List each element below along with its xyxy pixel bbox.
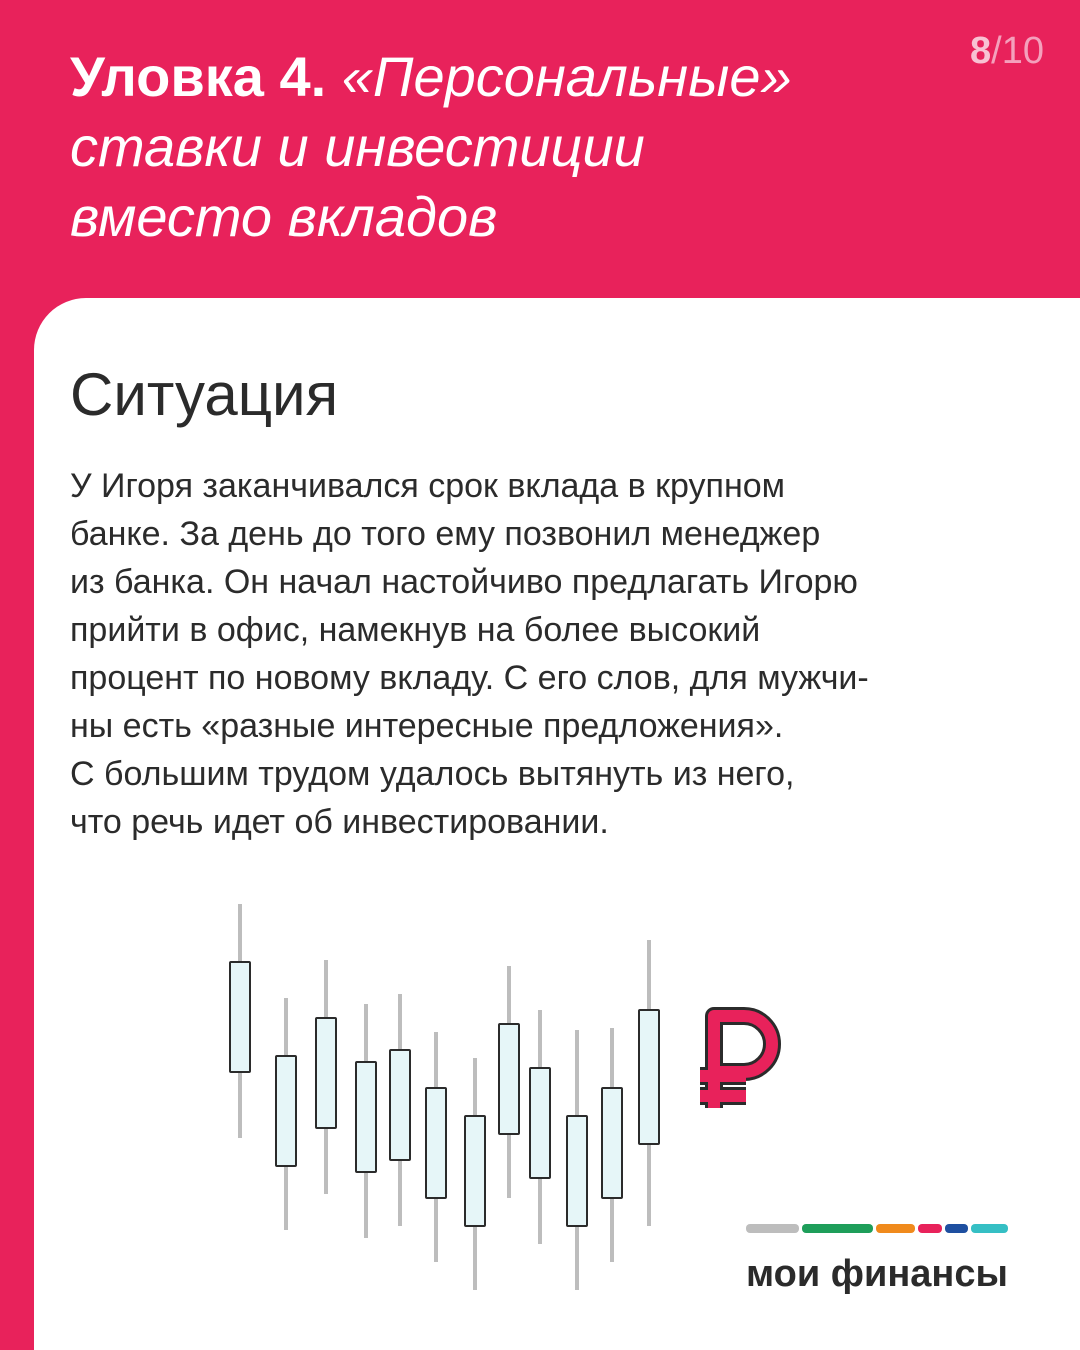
title-italic-1: «Персональные» (341, 45, 792, 108)
candle-body (639, 1010, 659, 1144)
page-total: /10 (991, 30, 1044, 72)
body-line: процент по новому вкладу. С его слов, для мужчи- (70, 659, 869, 697)
brand-logo (746, 1224, 1008, 1296)
candle-body (602, 1088, 622, 1198)
ruble-icon (700, 1016, 772, 1108)
logo-color-segment (746, 1224, 799, 1233)
body-line: из банка. Он начал настойчиво предлагать Игорю (70, 563, 858, 601)
candle-body (276, 1056, 296, 1166)
logo-color-segment (802, 1224, 874, 1233)
header (0, 0, 1080, 310)
candlestick-illustration (34, 298, 1080, 1350)
candle-body (316, 1018, 336, 1128)
logo-color-segment (971, 1224, 1008, 1233)
page-counter (970, 30, 1044, 73)
logo-name: мои финансы (746, 1253, 1008, 1295)
candle-body (356, 1062, 376, 1172)
body-line: банке. За день до того ему позвонил менеджер (70, 515, 821, 553)
logo-color-segment (876, 1224, 915, 1233)
logo-color-segment (918, 1224, 941, 1233)
body-line: что речь идет об инвестировании. (70, 803, 609, 841)
candle-body (499, 1024, 519, 1134)
body-line: ны есть «разные интересные предложения». (70, 707, 784, 745)
candle-body (390, 1050, 410, 1160)
candle-body (530, 1068, 550, 1178)
body-line: С большим трудом удалось вытянуть из него, (70, 755, 795, 793)
candle-body (465, 1116, 485, 1226)
title-bold: Уловка 4. (70, 45, 327, 108)
title-italic-2: ставки и инвестиции (70, 115, 645, 178)
section-title: Ситуация (70, 361, 339, 428)
title-italic-3: вместо вкладов (70, 185, 498, 248)
logo-color-bar (746, 1224, 1008, 1233)
body-line: прийти в офис, намекнув на более высокий (70, 611, 761, 649)
content-card (34, 298, 1080, 1350)
logo-color-segment (945, 1224, 968, 1233)
body-line: У Игоря заканчивался срок вклада в крупном (70, 467, 786, 505)
candle-body (426, 1088, 446, 1198)
candle-body (567, 1116, 587, 1226)
page-title (70, 42, 792, 252)
candle-body (230, 962, 250, 1072)
page-current: 8 (970, 30, 992, 72)
